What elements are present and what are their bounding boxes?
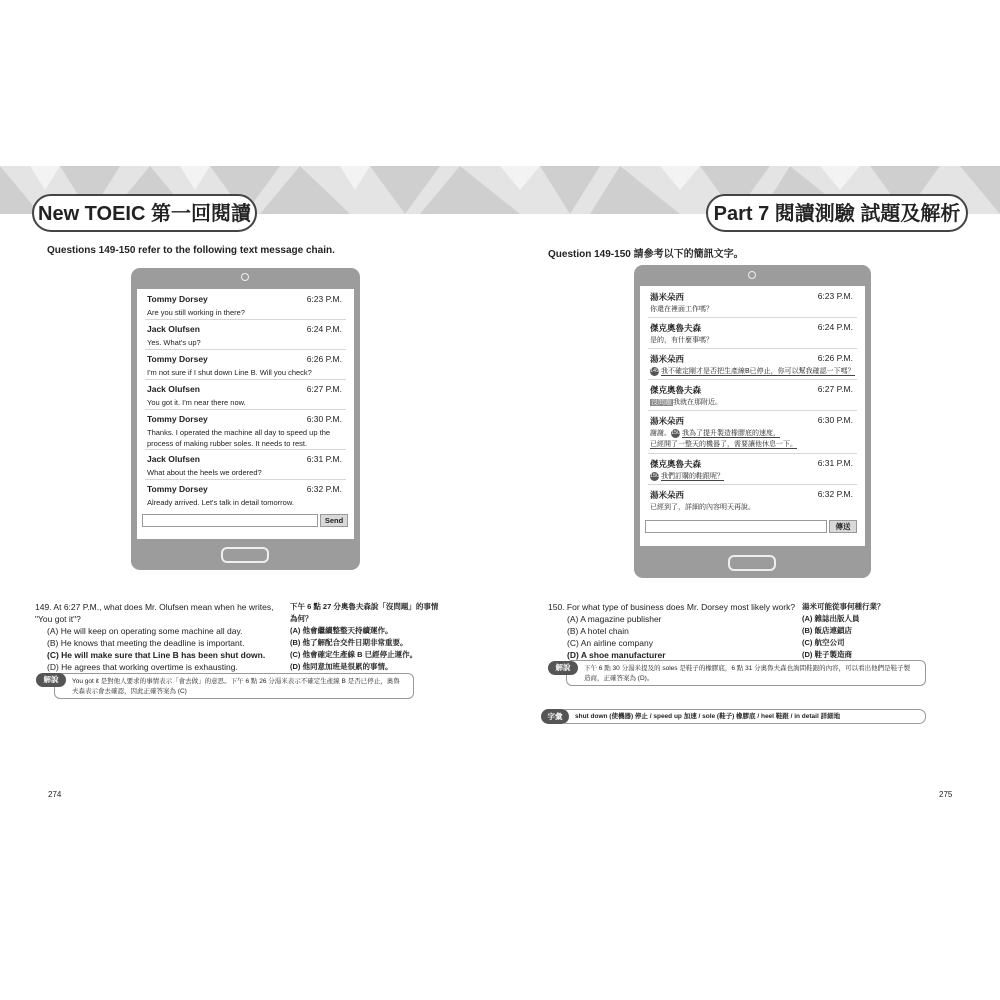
- chat-sender: 湯米朵西: [650, 490, 685, 500]
- question-149: [35, 601, 285, 673]
- chat-message: [648, 484, 857, 515]
- chat-text-row: [650, 366, 865, 377]
- chat-text: Are you still working in there?: [147, 308, 245, 317]
- question-150: [548, 601, 798, 661]
- chat-text: Already arrived. Let's talk in detail tomorrow.: [147, 498, 294, 507]
- question-number-badge: 150: [650, 472, 660, 479]
- chat-sender: Tommy Dorsey: [147, 484, 208, 494]
- chat-text: 我就在那附近。: [673, 399, 722, 406]
- question-number-badge: 149: [650, 367, 660, 374]
- question-stem: 149. At 6:27 P.M., what does Mr. Olufsen mean when he writes, "You got it"?: [35, 602, 274, 624]
- right-page-title: Part 7 閱讀測驗 試題及解析: [706, 194, 968, 232]
- question-stem: 150. For what type of business does Mr. Dorsey most likely work?: [548, 602, 796, 612]
- question-150-translation: [802, 601, 922, 661]
- chat-text-prefix: 謝謝。: [650, 430, 671, 437]
- option-c: (C) He will make sure that Line B has been shut down.: [47, 650, 266, 660]
- cn-option-c: (C) 他會確定生產線 B 已經停止運作。: [290, 650, 418, 659]
- chat-time: 6:26 P.M.: [306, 354, 342, 364]
- right-tablet: [634, 265, 871, 578]
- chat-text: What about the heels we ordered?: [147, 468, 262, 477]
- chat-message: [145, 379, 346, 410]
- cn-stem: 下午 6 點 27 分奧魯夫森說「沒問題」的事情: [290, 602, 439, 611]
- chat-time: 6:31 P.M.: [817, 458, 853, 468]
- right-page-number: 275: [939, 790, 953, 799]
- question-149-translation: [290, 601, 450, 673]
- chat-text: I'm not sure if I shut down Line B. Will you check?: [147, 368, 312, 377]
- vocabulary-box: [560, 709, 926, 724]
- chat-sender: Jack Olufsen: [147, 454, 200, 464]
- chat-sender: 湯米朵西: [650, 354, 685, 364]
- send-button[interactable]: 傳送: [829, 520, 857, 533]
- explanation-line-2: 造商，正確答案為 (D)。: [584, 675, 654, 682]
- chat-message: [145, 289, 346, 320]
- chat-sender: 傑克奧魯夫森: [650, 459, 702, 469]
- chat-time: 6:26 P.M.: [817, 353, 853, 363]
- chat-message: [648, 410, 857, 454]
- chat-sender: Tommy Dorsey: [147, 414, 208, 424]
- home-button-icon: [728, 555, 776, 571]
- message-input[interactable]: [645, 520, 827, 533]
- chat-text-line2: 已經開了一整天的機器了，需要讓他休息一下。: [650, 441, 797, 448]
- chat-time: 6:27 P.M.: [306, 384, 342, 394]
- chat-message: [145, 449, 346, 480]
- option-b: (B) A hotel chain: [567, 626, 629, 636]
- chat-sender: Tommy Dorsey: [147, 354, 208, 364]
- chat-message: [145, 409, 346, 450]
- left-questions-intro: Questions 149-150 refer to the following text message chain.: [47, 245, 335, 256]
- chat-time: 6:23 P.M.: [306, 294, 342, 304]
- chat-sender: Jack Olufsen: [147, 384, 200, 394]
- chat-sender: 湯米朵西: [650, 292, 685, 302]
- chat-text-row: [650, 428, 865, 450]
- chat-text: Thanks. I operated the machine all day to speed up the process of making rubber soles. It needs to rest.: [147, 428, 331, 448]
- option-a: (A) A magazine publisher: [567, 614, 662, 624]
- cn-stem: 湯米可能從事何種行業？: [802, 602, 885, 611]
- chat-time: 6:30 P.M.: [817, 415, 853, 425]
- vocabulary-label: 字彙: [541, 709, 569, 724]
- highlighted-phrase: 沒問題: [651, 399, 672, 406]
- chat-text: Yes. What's up?: [147, 338, 201, 347]
- chat-text: 你還在裡面工作嗎？: [650, 306, 713, 313]
- left-page-number: 274: [48, 790, 62, 799]
- explanation-box-149: [54, 673, 414, 699]
- explanation-label: 解說: [548, 661, 578, 675]
- right-chat-screen: [640, 286, 865, 546]
- chat-time: 6:30 P.M.: [306, 414, 342, 424]
- chat-message: [648, 348, 857, 380]
- cn-stem-2: 為何？: [290, 614, 313, 623]
- camera-icon: [748, 271, 756, 279]
- chat-message: [648, 379, 857, 411]
- chat-message: [648, 286, 857, 318]
- send-button[interactable]: Send: [320, 514, 348, 527]
- cn-option-c: (C) 航空公司: [802, 638, 845, 647]
- chat-text: 是的，有什麼事嗎？: [650, 337, 713, 344]
- left-chat-screen: [137, 289, 354, 539]
- chat-message: [145, 319, 346, 350]
- vocabulary-text: shut down (使機器) 停止 / speed up 加速 / sole (鞋子) 橡膠底 / heel 鞋跟 / in detail 詳細地: [575, 713, 841, 720]
- cn-option-b: (B) 他了解配合交件日期非常重要。: [290, 638, 408, 647]
- option-a: (A) He will keep on operating some machine all day.: [47, 626, 243, 636]
- chat-time: 6:31 P.M.: [306, 454, 342, 464]
- option-c: (C) An airline company: [567, 638, 653, 648]
- right-questions-intro: Question 149-150 請參考以下的簡訊文字。: [548, 249, 744, 260]
- explanation-box-150: [566, 660, 926, 686]
- chat-time: 6:24 P.M.: [306, 324, 342, 334]
- camera-icon: [241, 273, 249, 281]
- cn-option-d: (D) 他同意加班是很累的事情。: [290, 662, 393, 671]
- home-button-icon: [221, 547, 269, 563]
- chat-sender: 傑克奧魯夫森: [650, 385, 702, 395]
- chat-text: You got it. I'm near there now.: [147, 398, 246, 407]
- chat-text: 我不確定剛才是否把生產線B已停止，你可以幫我確認一下嗎？: [661, 368, 855, 375]
- explanation-line-1: 下午 6 點 30 分湯米提及的 soles 是鞋子的橡膠底，6 點 31 分奧魯夫森也詢問鞋跟的內容，可以看出他們是鞋子製: [584, 665, 911, 672]
- chat-time: 6:27 P.M.: [817, 384, 853, 394]
- cn-option-a: (A) 他會繼續整整天持續運作。: [290, 626, 393, 635]
- option-d: (D) He agrees that working overtime is exhausting.: [47, 662, 238, 672]
- chat-message: [648, 317, 857, 349]
- explanation-line-2: 夫森表示會去確認，因此正確答案為 (C): [72, 688, 187, 695]
- chat-message: [648, 453, 857, 485]
- chat-time: 6:32 P.M.: [306, 484, 342, 494]
- chat-text-row: [650, 471, 860, 482]
- chat-text: 我們訂購的鞋跟呢？: [661, 473, 724, 480]
- explanation-label: 解說: [36, 673, 66, 687]
- chat-time: 6:32 P.M.: [817, 489, 853, 499]
- cn-option-b: (B) 飯店連鎖店: [802, 626, 852, 635]
- option-b: (B) He knows that meeting the deadline is important.: [47, 638, 245, 648]
- cn-option-d: (D) 鞋子製造商: [802, 650, 852, 659]
- cn-option-a: (A) 雜誌出版人員: [802, 614, 860, 623]
- option-d: (D) A shoe manufacturer: [567, 650, 666, 660]
- chat-text: 我為了提升製造橡膠底的速度，: [682, 430, 780, 437]
- chat-text: 已經到了，詳細的內容明天再說。: [650, 504, 755, 511]
- chat-sender: 傑克奧魯夫森: [650, 323, 702, 333]
- chat-sender: Jack Olufsen: [147, 324, 200, 334]
- chat-message: [145, 479, 346, 509]
- chat-time: 6:24 P.M.: [817, 322, 853, 332]
- question-number-badge: 150: [671, 429, 681, 436]
- left-tablet: [131, 268, 360, 570]
- chat-text-row: [650, 397, 860, 408]
- message-input[interactable]: [142, 514, 318, 527]
- chat-message: [145, 349, 346, 380]
- chat-sender: Tommy Dorsey: [147, 294, 208, 304]
- left-page-title: New TOEIC 第一回閱讀: [32, 194, 257, 232]
- explanation-line-1: You got it 是對他人要求的事情表示「會去做」的意思。下午 6 點 26 分湯米表示不確定生產線 B 是否已停止，奧魯: [72, 678, 400, 685]
- chat-sender: 湯米朵西: [650, 416, 685, 426]
- chat-time: 6:23 P.M.: [817, 291, 853, 301]
